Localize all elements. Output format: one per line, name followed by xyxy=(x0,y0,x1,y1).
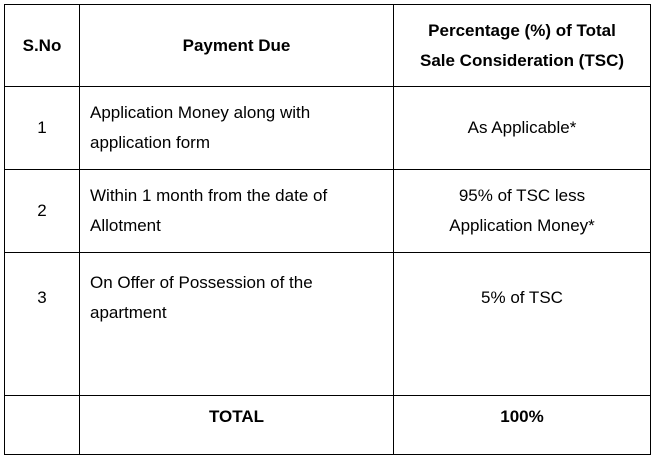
row-sno: 2 xyxy=(5,170,80,253)
table-row xyxy=(5,253,651,396)
table-total-row xyxy=(5,396,651,455)
total-sno-empty xyxy=(5,396,80,455)
row-sno: 1 xyxy=(5,87,80,170)
row-percentage-line1: 95% of TSC less xyxy=(458,186,586,205)
table-row xyxy=(5,87,651,170)
row-payment-due: Application Money along with application form xyxy=(80,87,394,170)
row-payment-due: Within 1 month from the date of Allotment xyxy=(80,170,394,253)
table-header-row xyxy=(5,5,651,87)
row-sno: 3 xyxy=(5,253,80,396)
header-sno: S.No xyxy=(5,5,80,87)
row-percentage xyxy=(394,170,651,253)
total-label: TOTAL xyxy=(80,396,394,455)
table-row xyxy=(5,170,651,253)
row-percentage: 5% of TSC xyxy=(394,253,651,396)
total-percentage: 100% xyxy=(394,396,651,455)
row-percentage-line2: Application Money* xyxy=(449,216,595,235)
header-payment-due: Payment Due xyxy=(80,5,394,87)
row-percentage: As Applicable* xyxy=(394,87,651,170)
header-percentage xyxy=(394,5,651,87)
row-payment-due: On Offer of Possession of the apartment xyxy=(80,253,394,396)
header-percentage-line2: Sale Consideration (TSC) xyxy=(419,50,625,70)
payment-plan-table xyxy=(4,4,651,455)
header-percentage-line1: Percentage (%) of Total xyxy=(428,20,616,40)
